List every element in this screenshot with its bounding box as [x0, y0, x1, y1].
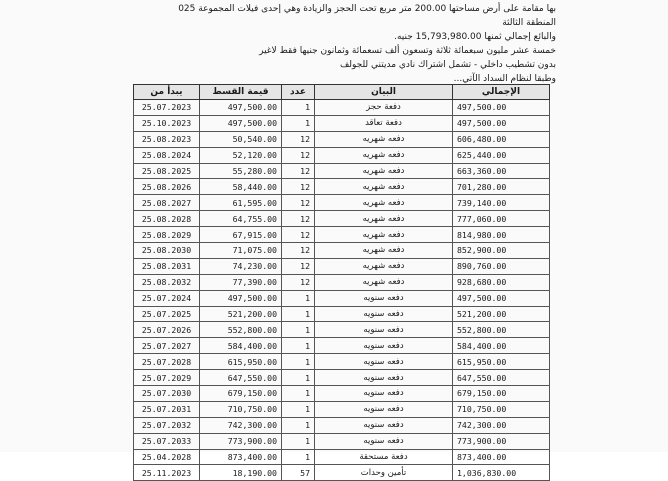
cell-description: دفعه سنويه — [315, 417, 453, 433]
table-header-row — [134, 85, 550, 100]
cell-installment: 77,390.00 — [200, 274, 282, 290]
table-row — [134, 417, 550, 433]
cell-description: دفعة تعاقد — [315, 115, 453, 131]
table-row — [134, 115, 550, 131]
cell-count: 1 — [282, 370, 315, 386]
cell-description: دفعه سنويه — [315, 338, 453, 354]
table-row — [134, 465, 550, 481]
cell-description: دفعه سنويه — [315, 290, 453, 306]
header-count: عدد — [282, 85, 315, 100]
cell-count: 12 — [282, 258, 315, 274]
table-row — [134, 370, 550, 386]
table-row — [134, 274, 550, 290]
cell-installment: 521,200.00 — [200, 306, 282, 322]
cell-installment: 552,800.00 — [200, 322, 282, 338]
contract-line: خمسة عشر مليون سبعمائة ثلاثة وتسعون ألف تسعمائة وثمانون جنيها فقط لاغير — [259, 46, 556, 56]
cell-total: 852,900.00 — [453, 243, 550, 259]
cell-description: دفعه سنويه — [315, 401, 453, 417]
cell-total: 606,480.00 — [453, 131, 550, 147]
cell-start-date: 25.07.2030 — [134, 386, 200, 402]
cell-start-date: 25.07.2033 — [134, 433, 200, 449]
table-row — [134, 401, 550, 417]
cell-description: دفعه شهريه — [315, 147, 453, 163]
cell-total: 814,980.00 — [453, 227, 550, 243]
table-row — [134, 449, 550, 465]
cell-installment: 18,190.00 — [200, 465, 282, 481]
cell-count: 1 — [282, 386, 315, 402]
cell-start-date: 25.07.2027 — [134, 338, 200, 354]
cell-installment: 497,500.00 — [200, 290, 282, 306]
header-description: البيان — [315, 85, 453, 100]
cell-installment: 58,440.00 — [200, 179, 282, 195]
cell-count: 1 — [282, 338, 315, 354]
cell-count: 12 — [282, 243, 315, 259]
cell-description: دفعه شهريه — [315, 243, 453, 259]
cell-total: 552,800.00 — [453, 322, 550, 338]
cell-total: 710,750.00 — [453, 401, 550, 417]
cell-installment: 873,400.00 — [200, 449, 282, 465]
cell-count: 12 — [282, 274, 315, 290]
table-row — [134, 433, 550, 449]
cell-start-date: 25.11.2023 — [134, 465, 200, 481]
header-installment: قيمة القسط — [200, 85, 282, 100]
cell-installment: 71,075.00 — [200, 243, 282, 259]
table-row — [134, 211, 550, 227]
cell-count: 12 — [282, 147, 315, 163]
cell-description: دفعة حجز — [315, 100, 453, 116]
cell-start-date: 25.07.2029 — [134, 370, 200, 386]
cell-total: 615,950.00 — [453, 354, 550, 370]
cell-total: 679,150.00 — [453, 386, 550, 402]
cell-description: دفعه شهريه — [315, 163, 453, 179]
cell-count: 12 — [282, 227, 315, 243]
cell-installment: 679,150.00 — [200, 386, 282, 402]
cell-start-date: 25.07.2028 — [134, 354, 200, 370]
cell-count: 1 — [282, 433, 315, 449]
cell-description: دفعه سنويه — [315, 370, 453, 386]
cell-count: 1 — [282, 401, 315, 417]
cell-description: دفعه شهريه — [315, 227, 453, 243]
cell-count: 1 — [282, 115, 315, 131]
cell-total: 663,360.00 — [453, 163, 550, 179]
cell-start-date: 25.08.2025 — [134, 163, 200, 179]
cell-description: دفعه شهريه — [315, 258, 453, 274]
cell-start-date: 25.08.2026 — [134, 179, 200, 195]
cell-total: 497,500.00 — [453, 115, 550, 131]
header-total: الإجمالي — [453, 85, 550, 100]
cell-description: دفعه سنويه — [315, 322, 453, 338]
cell-installment: 647,550.00 — [200, 370, 282, 386]
contract-text — [106, 2, 556, 86]
table-row — [134, 258, 550, 274]
cell-description: دفعه سنويه — [315, 386, 453, 402]
cell-start-date: 25.08.2027 — [134, 195, 200, 211]
cell-installment: 52,120.00 — [200, 147, 282, 163]
cell-installment: 64,755.00 — [200, 211, 282, 227]
cell-start-date: 25.08.2031 — [134, 258, 200, 274]
cell-count: 12 — [282, 195, 315, 211]
cell-installment: 497,500.00 — [200, 100, 282, 116]
cell-installment: 710,750.00 — [200, 401, 282, 417]
cell-total: 928,680.00 — [453, 274, 550, 290]
cell-total: 497,500.00 — [453, 100, 550, 116]
cell-start-date: 25.07.2025 — [134, 306, 200, 322]
table-row — [134, 100, 550, 116]
cell-installment: 55,280.00 — [200, 163, 282, 179]
cell-count: 1 — [282, 354, 315, 370]
table-row — [134, 195, 550, 211]
contract-line: بدون تشطيب داخلي - تشمل اشتراك نادي مديتني للجولف — [339, 60, 556, 70]
cell-total: 1,036,830.00 — [453, 465, 550, 481]
cell-installment: 50,540.00 — [200, 131, 282, 147]
cell-count: 1 — [282, 417, 315, 433]
payment-schedule-table — [133, 84, 550, 481]
cell-installment: 742,300.00 — [200, 417, 282, 433]
cell-installment: 67,915.00 — [200, 227, 282, 243]
cell-installment: 497,500.00 — [200, 115, 282, 131]
cell-total: 497,500.00 — [453, 290, 550, 306]
cell-start-date: 25.08.2029 — [134, 227, 200, 243]
cell-total: 701,280.00 — [453, 179, 550, 195]
cell-start-date: 25.07.2032 — [134, 417, 200, 433]
cell-total: 777,060.00 — [453, 211, 550, 227]
cell-total: 584,400.00 — [453, 338, 550, 354]
cell-count: 12 — [282, 211, 315, 227]
cell-count: 1 — [282, 322, 315, 338]
cell-total: 890,760.00 — [453, 258, 550, 274]
cell-start-date: 25.10.2023 — [134, 115, 200, 131]
contract-line: والبائع إجمالي ثمنها 15,793,980.00 جنيه. — [394, 32, 556, 42]
cell-count: 57 — [282, 465, 315, 481]
cell-count: 12 — [282, 163, 315, 179]
cell-description: دفعه سنويه — [315, 433, 453, 449]
contract-line: المنطقة الثالثة — [502, 18, 556, 28]
cell-start-date: 25.07.2026 — [134, 322, 200, 338]
table-row — [134, 179, 550, 195]
cell-count: 1 — [282, 306, 315, 322]
cell-start-date: 25.07.2023 — [134, 100, 200, 116]
cell-start-date: 25.07.2024 — [134, 290, 200, 306]
table-row — [134, 147, 550, 163]
cell-start-date: 25.08.2030 — [134, 243, 200, 259]
table-row — [134, 227, 550, 243]
cell-description: دفعه سنويه — [315, 354, 453, 370]
table-row — [134, 131, 550, 147]
cell-description: دفعه شهريه — [315, 179, 453, 195]
cell-total: 873,400.00 — [453, 449, 550, 465]
cell-installment: 773,900.00 — [200, 433, 282, 449]
cell-description: دفعه سنويه — [315, 306, 453, 322]
table-row — [134, 243, 550, 259]
cell-description: دفعة مستحقة — [315, 449, 453, 465]
contract-line: وطبقا لنظام السداد الآتي... — [453, 74, 556, 84]
table-body — [134, 100, 550, 481]
cell-start-date: 25.08.2032 — [134, 274, 200, 290]
cell-start-date: 25.04.2028 — [134, 449, 200, 465]
table-row — [134, 354, 550, 370]
cell-description: دفعه شهريه — [315, 211, 453, 227]
table-row — [134, 290, 550, 306]
cell-total: 742,300.00 — [453, 417, 550, 433]
cell-count: 12 — [282, 179, 315, 195]
table-row — [134, 386, 550, 402]
cell-start-date: 25.08.2028 — [134, 211, 200, 227]
table-row — [134, 163, 550, 179]
cell-description: دفعه شهريه — [315, 195, 453, 211]
cell-description: تأمين وحدات — [315, 465, 453, 481]
cell-installment: 615,950.00 — [200, 354, 282, 370]
cell-installment: 584,400.00 — [200, 338, 282, 354]
cell-total: 773,900.00 — [453, 433, 550, 449]
cell-count: 1 — [282, 100, 315, 116]
cell-description: دفعه شهريه — [315, 131, 453, 147]
header-start-date: يبدأ من — [134, 85, 200, 100]
cell-installment: 74,230.00 — [200, 258, 282, 274]
table-row — [134, 338, 550, 354]
cell-count: 1 — [282, 449, 315, 465]
cell-installment: 61,595.00 — [200, 195, 282, 211]
contract-line: بها مقامة على أرض مساحتها 200.00 متر مربع تحت الحجز والزيادة وهي إحدى فيلات المجموعة 025 — [178, 4, 556, 14]
cell-start-date: 25.07.2031 — [134, 401, 200, 417]
cell-start-date: 25.08.2023 — [134, 131, 200, 147]
table-row — [134, 322, 550, 338]
cell-total: 521,200.00 — [453, 306, 550, 322]
cell-start-date: 25.08.2024 — [134, 147, 200, 163]
cell-total: 647,550.00 — [453, 370, 550, 386]
cell-description: دفعه شهريه — [315, 274, 453, 290]
cell-count: 12 — [282, 131, 315, 147]
cell-count: 1 — [282, 290, 315, 306]
table-row — [134, 306, 550, 322]
cell-total: 739,140.00 — [453, 195, 550, 211]
cell-total: 625,440.00 — [453, 147, 550, 163]
